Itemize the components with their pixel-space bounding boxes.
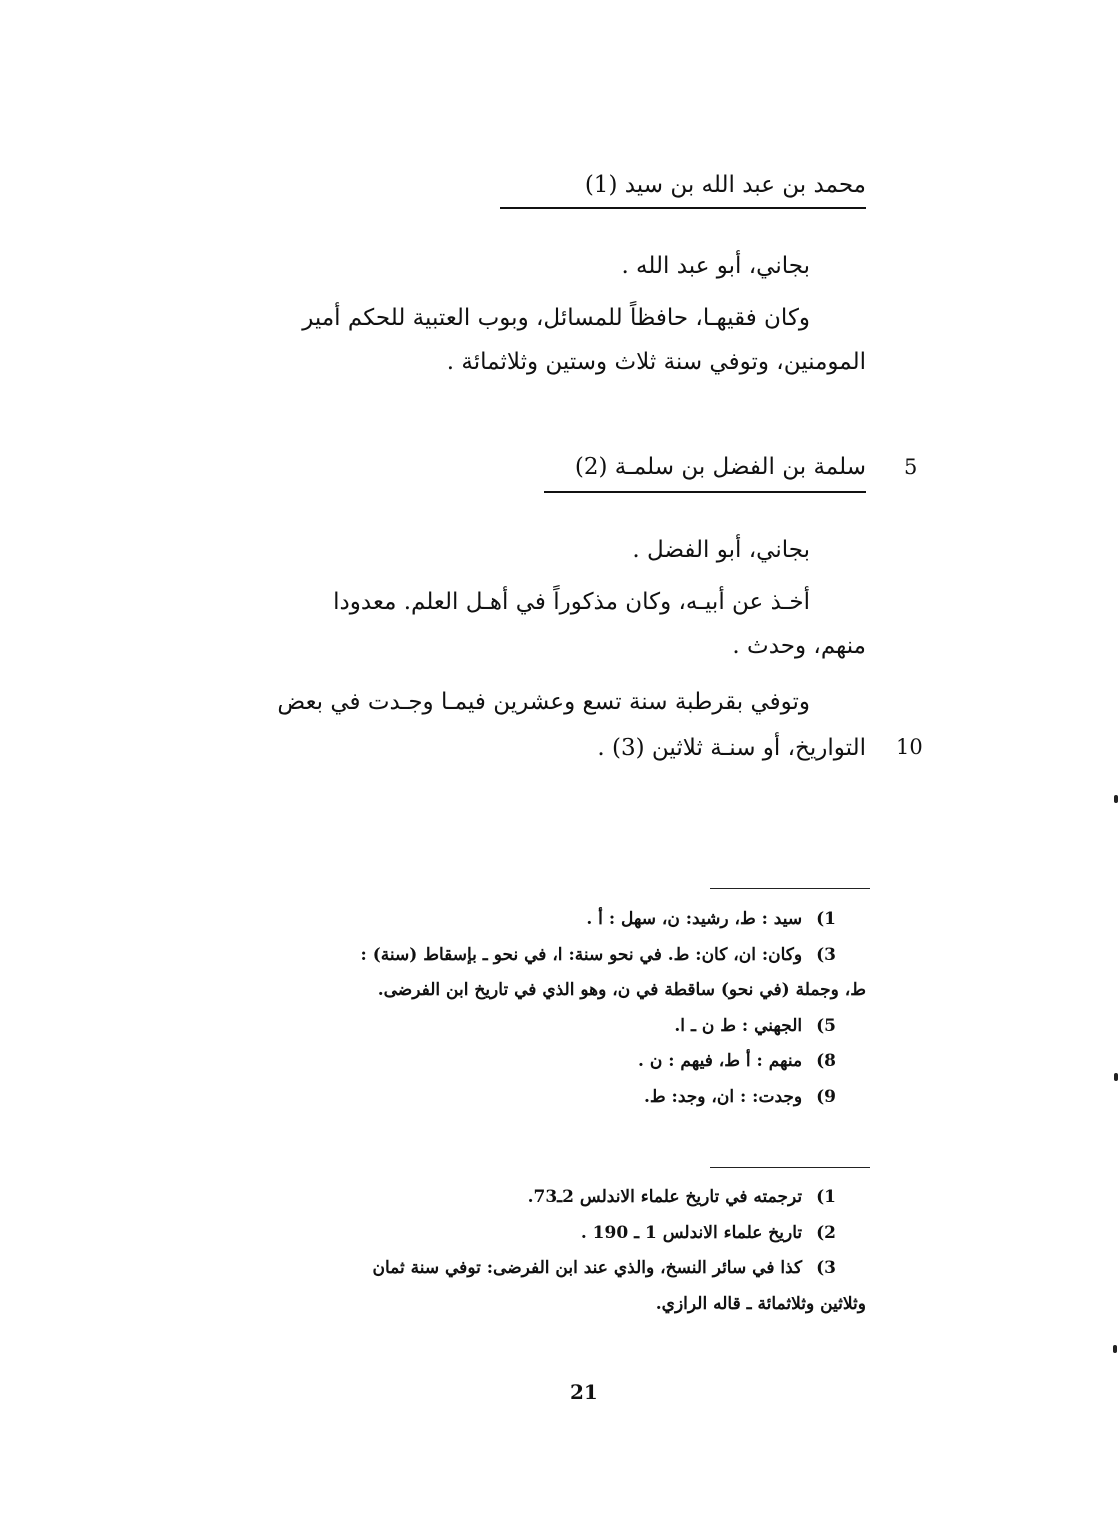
footnote-number: 3) bbox=[816, 1258, 836, 1278]
footnote-text: منهم : أ ط، فيهم : ن . bbox=[638, 1051, 803, 1071]
footnote-text: وكان: ان، كان: ط. في نحو سنة: ا، في نحو ـ بإسقاط (سنة) : bbox=[360, 944, 803, 965]
line-number: 10 bbox=[896, 735, 923, 759]
entry-body-line: وكان فقيهـا، حافظاً للمسائل، وبوب العتبية للحكم أمير bbox=[302, 305, 810, 331]
footnote-continuation: ط، وجملة (في نحو) ساقطة في ن، وهو الذي في تاريخ ابن الفرضى. bbox=[377, 980, 866, 1000]
footnote-text: وجدت: : ان، وجد: ط. bbox=[643, 1086, 803, 1107]
footnote-text: ترجمته في تاريخ علماء الاندلس 2ـ73. bbox=[527, 1187, 803, 1207]
scan-speck bbox=[1114, 795, 1118, 803]
footnote-item bbox=[206, 1044, 866, 1080]
entry-subtitle: بجاني، أبو عبد الله . bbox=[621, 253, 810, 279]
line-number: 5 bbox=[904, 455, 918, 479]
page-number: 21 bbox=[570, 1380, 598, 1404]
heading-underline bbox=[500, 207, 866, 209]
scan-speck bbox=[1113, 1345, 1117, 1353]
footnote-item bbox=[206, 1216, 866, 1252]
scan-speck bbox=[1114, 1073, 1118, 1081]
entry-body-line: منهم، وحدث . bbox=[732, 633, 866, 659]
entry-body-line: التواريخ، أو سنـة ثلاثين (3) . bbox=[597, 735, 866, 761]
footnote-number: 2) bbox=[816, 1222, 836, 1243]
footnote-number: 1) bbox=[816, 909, 836, 929]
footnote-item bbox=[206, 1009, 866, 1045]
footnote-separator bbox=[710, 888, 870, 889]
footnote-item bbox=[206, 1080, 866, 1116]
footnote-item bbox=[206, 1180, 866, 1216]
footnote-item bbox=[206, 1251, 866, 1287]
variant-notes bbox=[206, 902, 866, 1115]
footnote-number: 3) bbox=[816, 944, 836, 965]
footnote-number: 8) bbox=[816, 1051, 836, 1071]
footnote-separator bbox=[710, 1167, 870, 1168]
entry-body-line: أخـذ عن أبيـه، وكان مذكوراً في أهـل العلم. معدودا bbox=[333, 589, 810, 615]
entry-body-line: وتوفي بقرطبة سنة تسع وعشرين فيمـا وجـدت في بعض bbox=[277, 689, 810, 715]
entry-heading: محمد بن عبد الله بن سيد (1) bbox=[584, 172, 866, 198]
entry-heading: سلمة بن الفضل بن سلمـة (2) bbox=[574, 454, 866, 480]
footnote-item bbox=[206, 902, 866, 938]
source-notes bbox=[206, 1180, 866, 1322]
footnote-number: 5) bbox=[816, 1015, 836, 1036]
footnote-item bbox=[206, 938, 866, 974]
footnote-continuation: وثلاثين وثلاثمائة ـ قاله الرازي. bbox=[655, 1293, 866, 1314]
footnote-text: سيد : ط، رشيد: ن، سهل : أ . bbox=[586, 909, 803, 929]
footnote-text: كذا في سائر النسخ، والذي عند ابن الفرضى: توفي سنة ثمان bbox=[372, 1258, 803, 1278]
heading-underline bbox=[544, 491, 866, 493]
footnote-text: الجهني : ط ن ـ ا. bbox=[674, 1015, 803, 1036]
footnote-number: 1) bbox=[816, 1187, 836, 1207]
footnote-text: تاريخ علماء الاندلس 1 ـ 190 . bbox=[580, 1222, 803, 1243]
entry-body-line: المومنين، وتوفي سنة ثلاث وستين وثلاثمائة . bbox=[446, 349, 866, 375]
footnote-number: 9) bbox=[816, 1086, 836, 1107]
entry-subtitle: بجاني، أبو الفضل . bbox=[632, 537, 810, 563]
